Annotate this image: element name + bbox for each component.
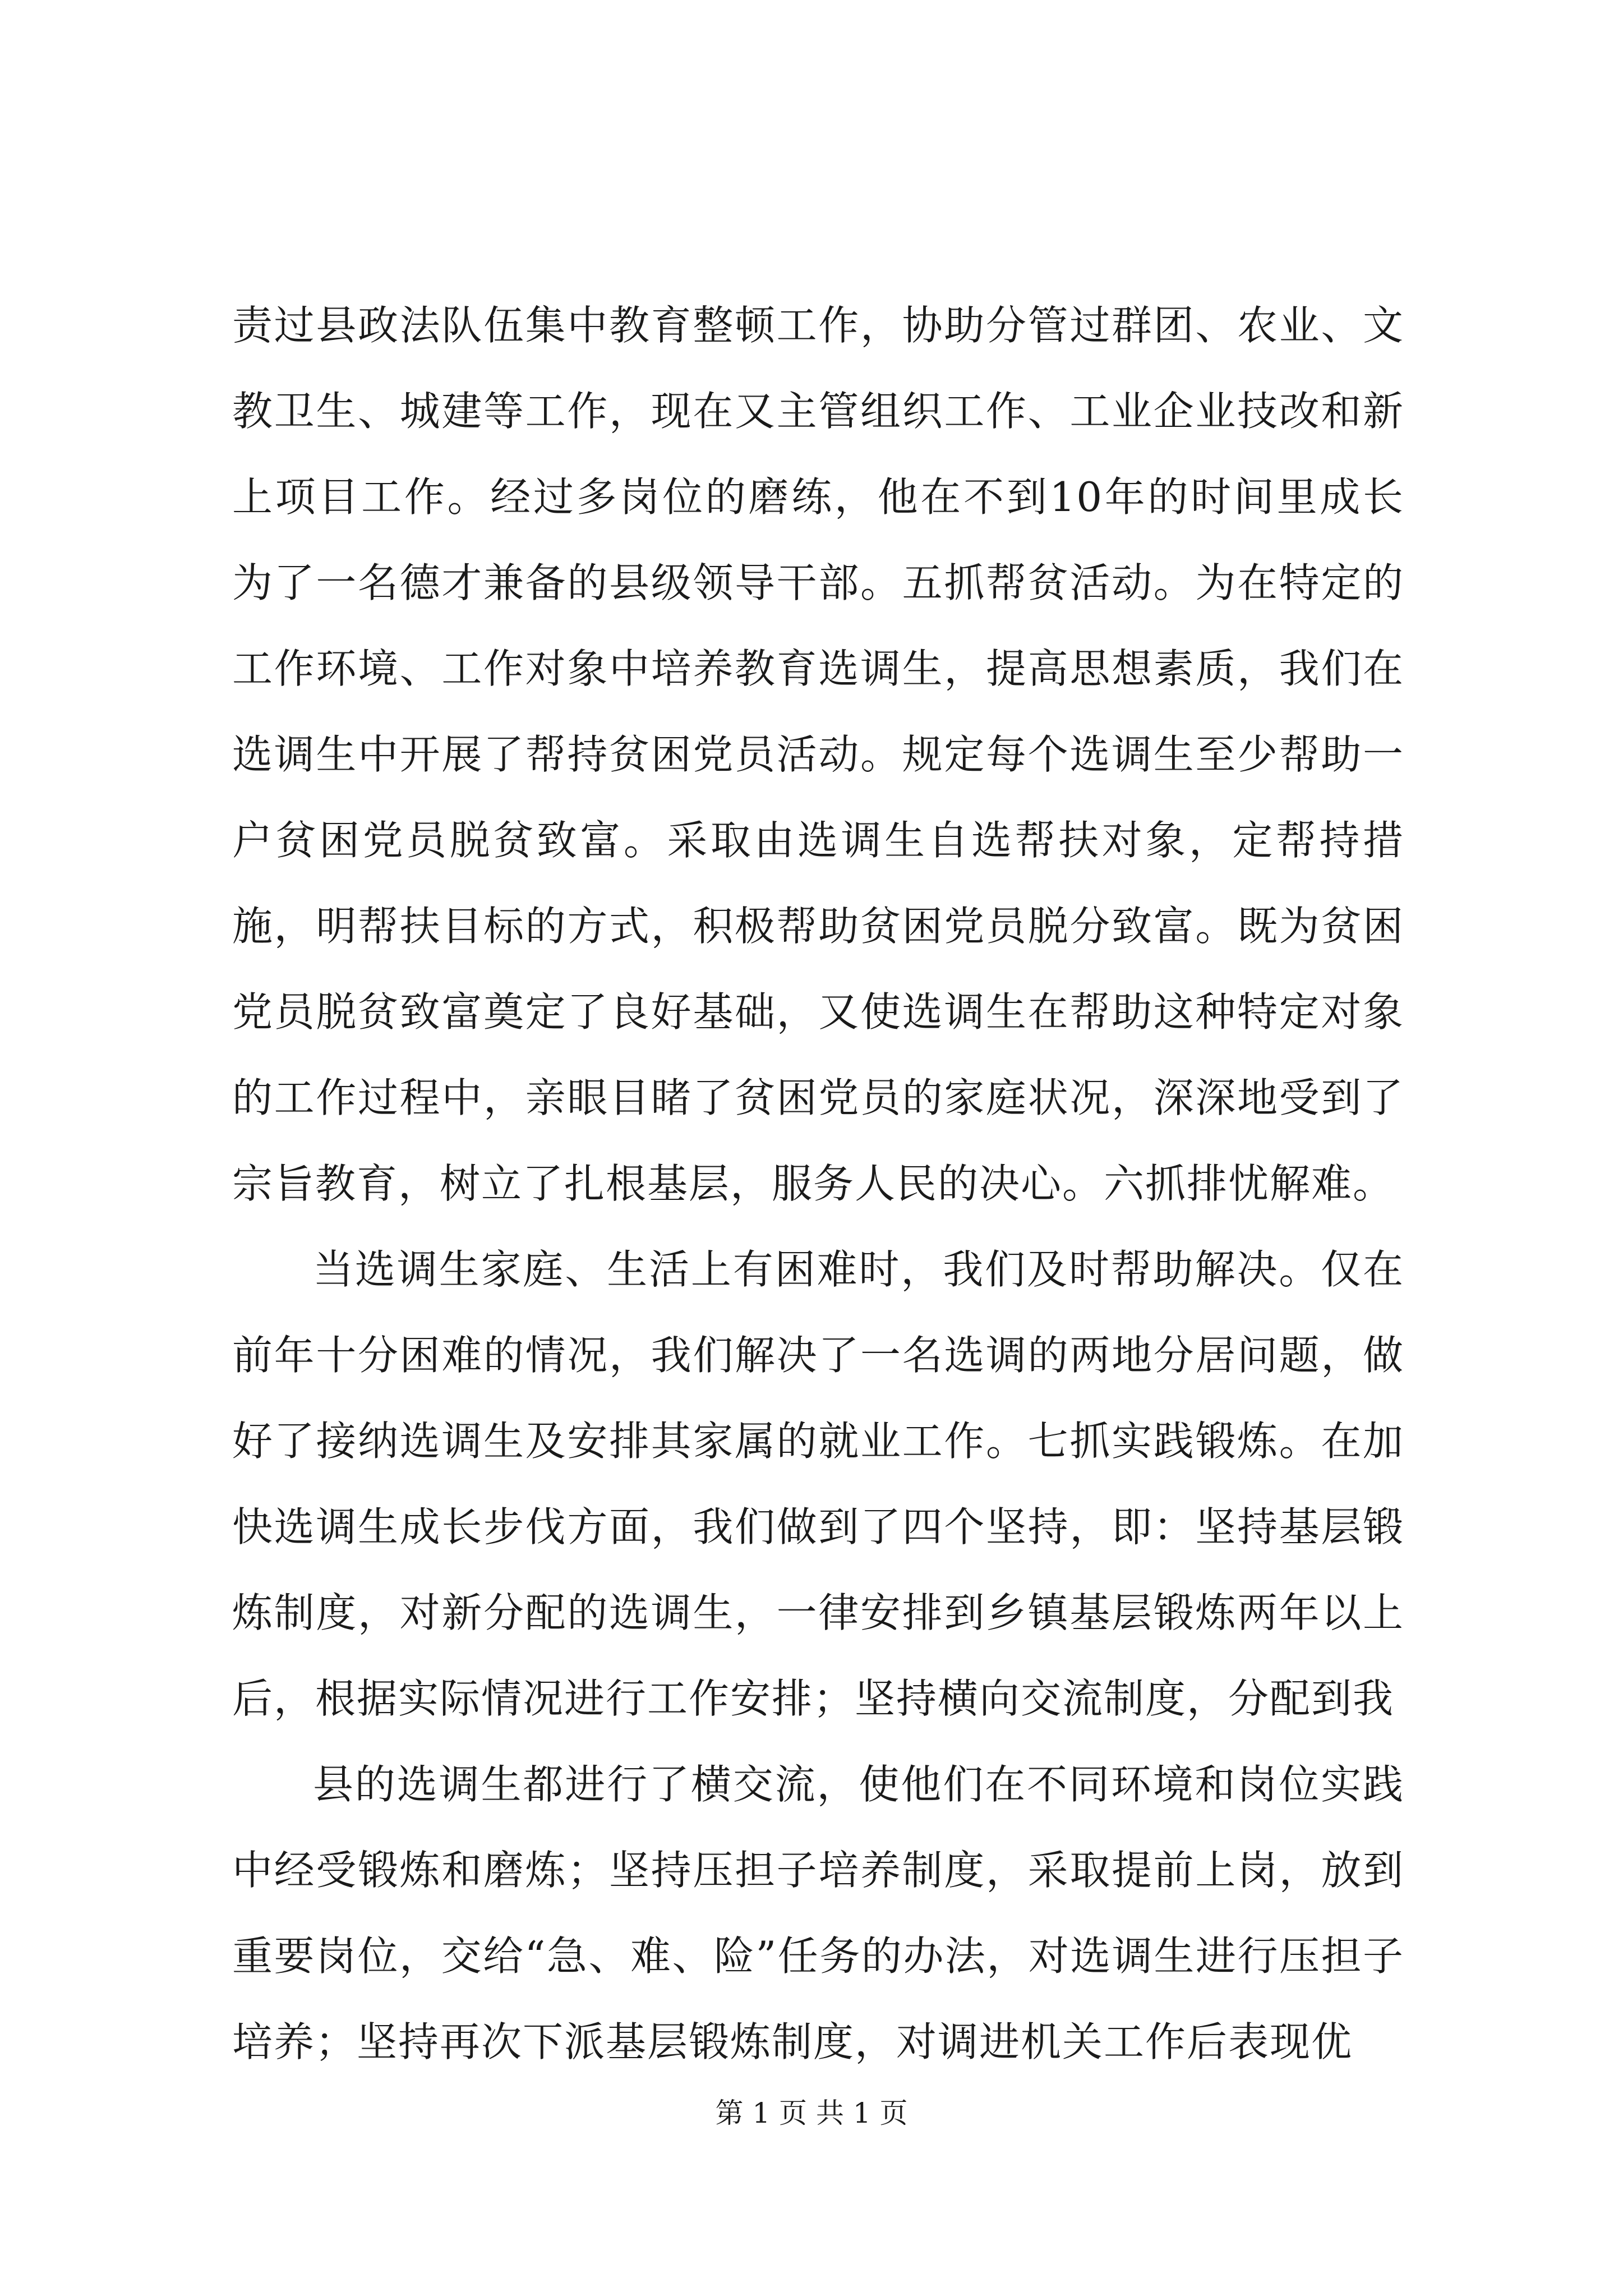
document-body <box>232 283 1404 2085</box>
page-footer: 第 1 页 共 1 页 <box>715 2097 908 2129</box>
paragraph-1: 责过县政法队伍集中教育整顿工作，协助分管过群团、农业、文教卫生、城建等工作，现在又主管组织工作、工业企业技改和新上项目工作。经过多岗位的磨练，他在不到10年的时间里成长为了一名德才兼备的县级领导干部。五抓帮贫活动。为在特定的工作环境、工作对象中培养教育选调生，提高思想素质，我们在选调生中开展了帮持贫困党员活动。规定每个选调生至少帮助一户贫困党员脱贫致富。采取由选调生自选帮扶对象，定帮持措施，明帮扶目标的方式，积极帮助贫困党员脱分致富。既为贫困党员脱贫致富奠定了良好基础，又使选调生在帮助这种特定对象的工作过程中，亲眼目睹了贫困党员的家庭状况，深深地受到了宗旨教育，树立了扎根基层，服务人民的决心。六抓排忧解难。 <box>232 302 1404 1207</box>
paragraph-2: 当选调生家庭、生活上有困难时，我们及时帮助解决。仅在前年十分困难的情况，我们解决了一名选调的两地分居问题，做好了接纳选调生及安排其家属的就业工作。七抓实践锻炼。在加快选调生成长步伐方面，我们做到了四个坚持，即：坚持基层锻炼制度，对新分配的选调生，一律安排到乡镇基层锻炼两年以上后，根据实际情况进行工作安排；坚持横向交流制度，分配到我 <box>232 1246 1404 1722</box>
paragraph-3: 县的选调生都进行了横交流，使他们在不同环境和岗位实践中经受锻炼和磨炼；坚持压担子培养制度，采取提前上岗，放到重要岗位，交给“急、难、险”任务的办法，对选调生进行压担子培养；坚持再次下派基层锻炼制度，对调进机关工作后表现优 <box>232 1761 1404 2065</box>
